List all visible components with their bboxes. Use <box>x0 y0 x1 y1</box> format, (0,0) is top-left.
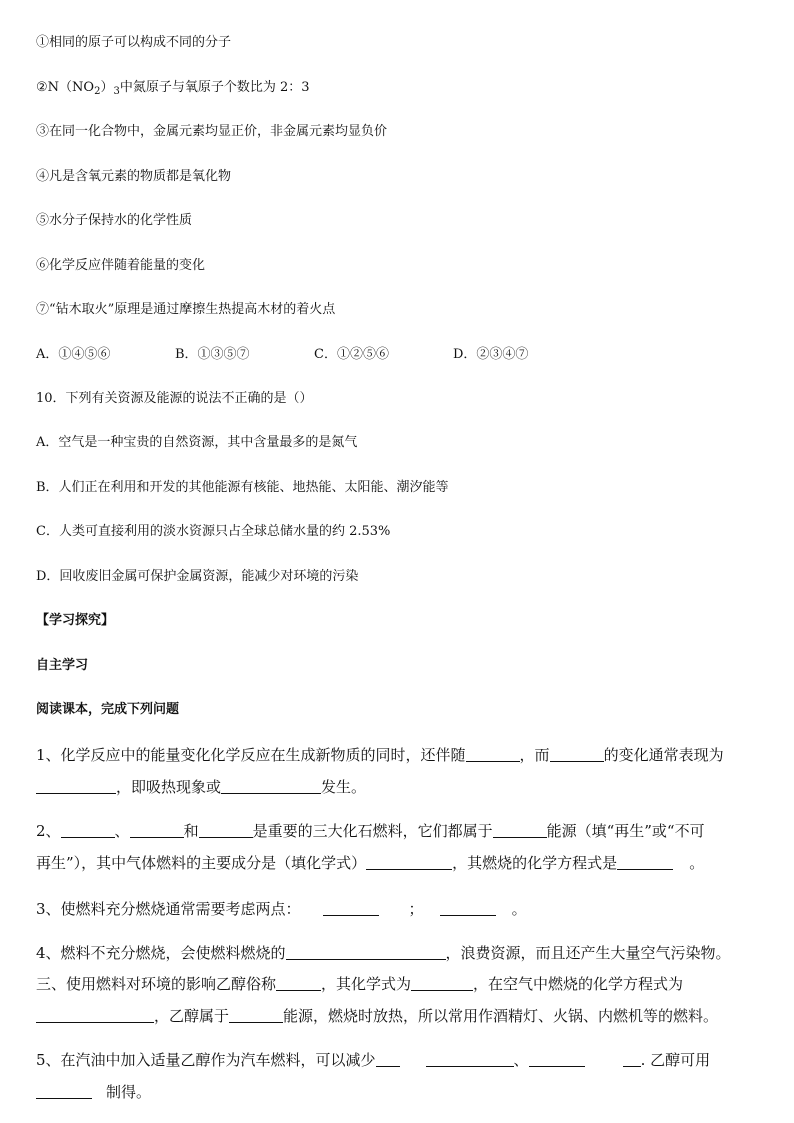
answer-blank[interactable] <box>440 901 496 916</box>
fill-q5-line2 <box>36 1081 151 1103</box>
statement-3: ③在同一化合物中，金属元素均显正价，非金属元素均显负价 <box>36 124 388 139</box>
statement-2-subscript: 2 <box>94 86 101 97</box>
q10-option-b[interactable]: B．人们正在利用和开发的其他能源有核能、地热能、太阳能、潮汐能等 <box>36 480 449 495</box>
statement-2-part: ） <box>100 80 114 95</box>
q10-option-a[interactable]: A．空气是一种宝贵的自然资源，其中含量最多的是氮气 <box>36 435 358 450</box>
q10-option-d[interactable]: D．回收废旧金属可保护金属资源，能减少对环境的污染 <box>36 569 359 584</box>
statement-1: ①相同的原子可以构成不同的分子 <box>36 35 232 50</box>
q10-option-c[interactable]: C．人类可直接利用的淡水资源只占全球总储水量的约 2.53% <box>36 524 391 539</box>
fill-text: ，浪费资源，而且还产生大量空气污染物。 <box>445 944 731 962</box>
statement-6: ⑥化学反应伴随着能量的变化 <box>36 258 206 273</box>
answer-blank[interactable] <box>529 1052 585 1067</box>
statement-2-part: 中氮原子与氧原子个数比为 2：3 <box>119 80 310 95</box>
fill-q3 <box>36 898 527 920</box>
fill-text: 3、使燃料充分燃烧通常需要考虑两点： <box>36 900 301 918</box>
answer-blank[interactable] <box>61 823 115 838</box>
statement-2-subscript: 3 <box>113 86 120 97</box>
q9-option-b[interactable]: B．①③⑤⑦ <box>175 347 250 362</box>
q9-options <box>36 346 592 364</box>
fill-text: 能源（填“再生”或“不可 <box>546 822 705 840</box>
fill-text: 的变化通常表现为 <box>603 746 724 764</box>
fill-text: 1、化学反应中的能量变化化学反应在生成新物质的同时，还伴随 <box>36 746 466 764</box>
fill-text: 发生。 <box>321 778 367 796</box>
answer-blank[interactable] <box>366 855 452 870</box>
fill-text: 、 <box>513 1051 529 1069</box>
fill-q1-line1 <box>36 744 724 766</box>
answer-blank[interactable] <box>376 1052 400 1067</box>
answer-blank[interactable] <box>36 1008 154 1023</box>
fill-text: 。 <box>689 854 705 872</box>
fill-text: ，在空气中燃烧的化学方程式为 <box>473 975 684 993</box>
fill-text: ，其燃烧的化学方程式是 <box>452 854 618 872</box>
fill-text: ，而 <box>519 746 550 764</box>
statement-5: ⑤水分子保持水的化学性质 <box>36 213 193 228</box>
answer-blank[interactable] <box>130 823 184 838</box>
answer-blank[interactable] <box>426 1052 514 1067</box>
answer-blank[interactable] <box>493 823 547 838</box>
q9-option-d[interactable]: D．②③④⑦ <box>453 347 529 362</box>
answer-blank[interactable] <box>623 1052 641 1067</box>
fill-text: ，即吸热现象或 <box>116 778 222 796</box>
fill-q2-line1 <box>36 820 705 842</box>
fill-text: 再生”），其中气体燃料的主要成分是（填化学式） <box>36 854 367 872</box>
fill-text: . 乙醇可用 <box>640 1051 711 1069</box>
section-subheading-self-study: 自主学习 <box>36 658 89 673</box>
fill-text: 、 <box>114 822 130 840</box>
answer-blank[interactable] <box>550 747 604 762</box>
fill-text: 。 <box>511 900 527 918</box>
answer-blank[interactable] <box>36 1084 92 1099</box>
section-subheading-reading: 阅读课本，完成下列问题 <box>36 702 180 717</box>
fill-text: ； <box>408 900 424 918</box>
fill-q4 <box>36 942 731 964</box>
answer-blank[interactable] <box>229 1008 283 1023</box>
q9-option-c[interactable]: C．①②⑤⑥ <box>314 347 389 362</box>
fill-text: 和 <box>183 822 199 840</box>
answer-blank[interactable] <box>617 855 673 870</box>
fill-text: 5、在汽油中加入适量乙醇作为汽车燃料，可以减少 <box>36 1051 376 1069</box>
statement-7: ⑦“钻木取火”原理是通过摩擦生热提高木材的着火点 <box>36 302 336 317</box>
fill-ethanol-line2 <box>36 1005 718 1027</box>
section-heading: 【学习探究】 <box>36 613 115 628</box>
answer-blank[interactable] <box>276 976 321 991</box>
answer-blank[interactable] <box>199 823 253 838</box>
answer-blank[interactable] <box>323 901 379 916</box>
fill-q1-line2 <box>36 776 366 798</box>
answer-blank[interactable] <box>466 747 520 762</box>
q9-option-a[interactable]: A．①④⑤⑥ <box>36 347 111 362</box>
answer-blank[interactable] <box>286 945 446 960</box>
fill-q5-line1 <box>36 1049 710 1071</box>
fill-text: 能源，燃烧时放热，所以常用作酒精灯、火锅、内燃机等的燃料。 <box>283 1007 719 1025</box>
fill-text: 2、 <box>36 822 61 840</box>
q10-stem: 10．下列有关资源及能源的说法不正确的是（） <box>36 391 313 406</box>
fill-q2-line2 <box>36 852 704 874</box>
statement-2-part: ②N（NO <box>36 80 95 95</box>
answer-blank[interactable] <box>221 779 321 794</box>
fill-text: 三、使用燃料对环境的影响乙醇俗称 <box>36 975 277 993</box>
fill-text: 是重要的三大化石燃料，它们都属于 <box>252 822 493 840</box>
fill-text: ，乙醇属于 <box>154 1007 230 1025</box>
fill-text: 4、燃料不充分燃烧，会使燃料燃烧的 <box>36 944 286 962</box>
answer-blank[interactable] <box>411 976 473 991</box>
fill-text: 制得。 <box>106 1083 152 1101</box>
fill-text: ，其化学式为 <box>321 975 412 993</box>
statement-4: ④凡是含氧元素的物质都是氧化物 <box>36 169 232 184</box>
answer-blank[interactable] <box>36 779 116 794</box>
statement-2 <box>36 79 310 101</box>
fill-ethanol-line1 <box>36 973 683 995</box>
